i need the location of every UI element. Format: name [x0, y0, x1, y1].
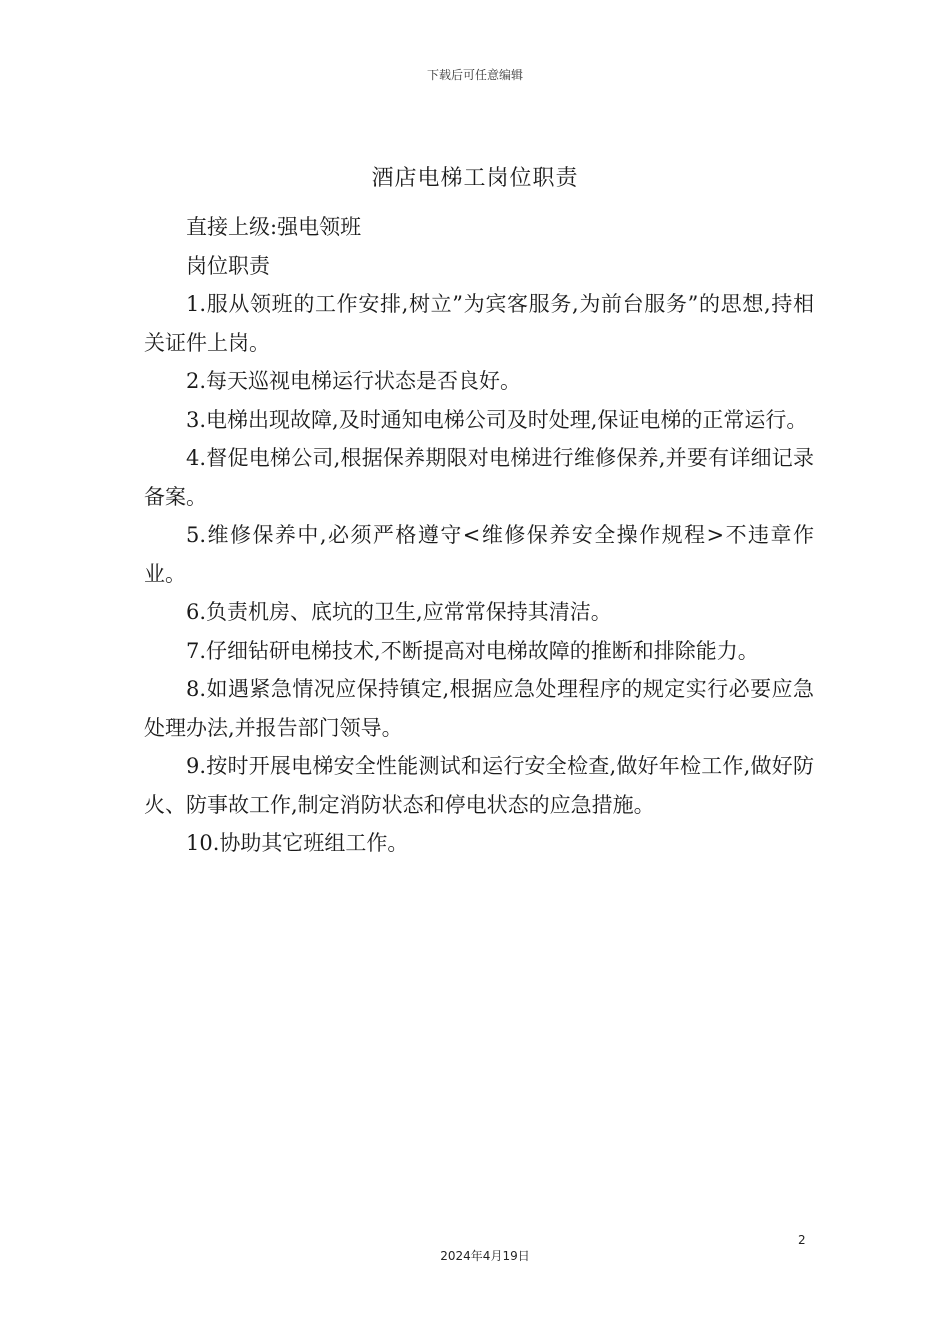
page-number: 2 [798, 1233, 806, 1247]
duty-item-5: 5.维修保养中,必须严格遵守<维修保养安全操作规程>不违章作业。 [144, 523, 814, 586]
document-body [144, 208, 814, 863]
duty-item-7: 7.仔细钻研电梯技术,不断提高对电梯故障的推断和排除能力。 [186, 638, 759, 663]
duty-item-10: 10.协助其它班组工作。 [186, 831, 409, 855]
duty-item-3: 3.电梯出现故障,及时通知电梯公司及时处理,保证电梯的正常运行。 [186, 407, 808, 432]
duty-item-9: 9.按时开展电梯安全性能测试和运行安全检查,做好年检工作,做好防火、防事故工作,制定消防状态和停电状态的应急措施。 [144, 754, 814, 817]
footer-date: 2024年4月19日 [440, 1249, 530, 1263]
page-header-note: 下载后可任意编辑 [426, 68, 523, 82]
duty-item-8: 8.如遇紧急情况应保持镇定,根据应急处理程序的规定实行必要应急处理办法,并报告部门领导。 [144, 677, 814, 740]
duty-item-2: 2.每天巡视电梯运行状态是否良好。 [186, 369, 522, 393]
document-title: 酒店电梯工岗位职责 [371, 166, 579, 191]
duty-item-4: 4.督促电梯公司,根据保养期限对电梯进行维修保养,并要有详细记录备案。 [144, 446, 814, 509]
duty-item-1: 1.服从领班的工作安排,树立”为宾客服务,为前台服务”的思想,持相关证件上岗。 [144, 292, 814, 355]
duty-item-6: 6.负责机房、底坑的卫生,应常常保持其清洁。 [186, 600, 612, 624]
supervisor-line: 直接上级:强电领班 [186, 215, 362, 239]
section-heading: 岗位职责 [186, 253, 270, 278]
